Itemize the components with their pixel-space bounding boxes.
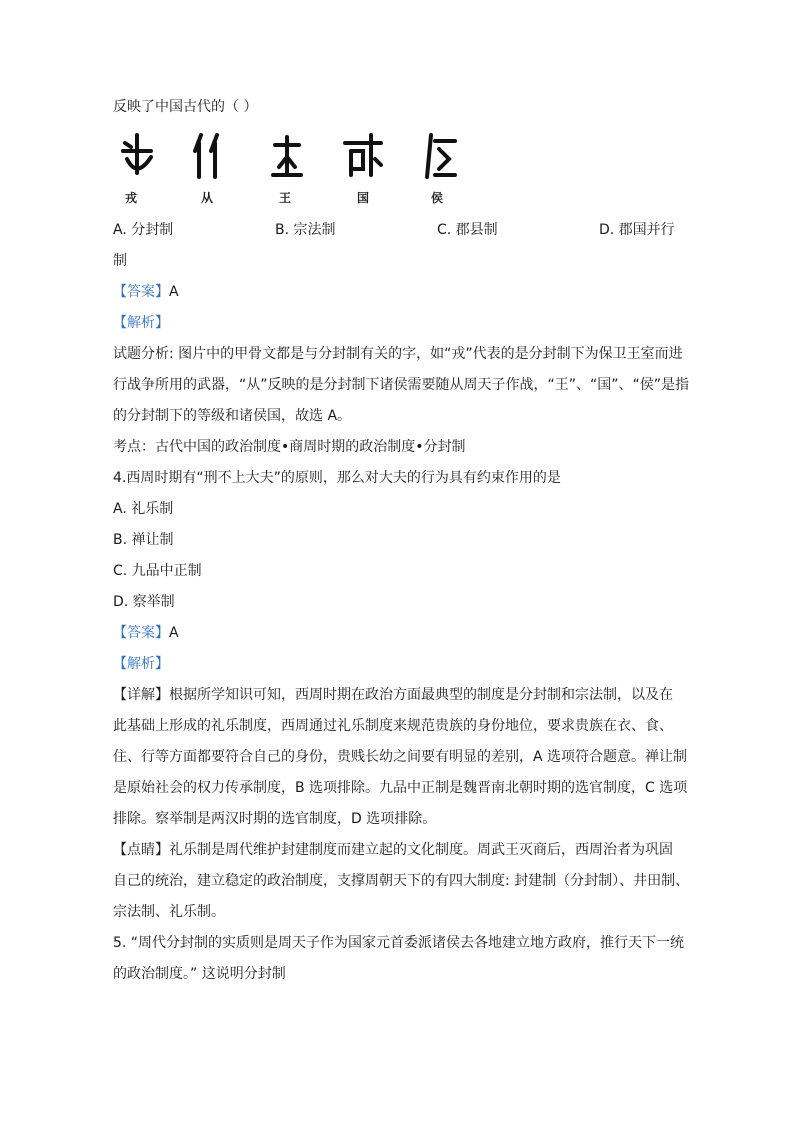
oracle-glyph-rong [117, 129, 157, 185]
q3-analysis-tag: 【解析】 [113, 315, 169, 331]
q3-analysis-line: 行战争所用的武器，“从”反映的是分封制下诸侯需要随从周天子作战，“王”、“国”、“侯”是指 [113, 377, 690, 393]
q5-stem-line: 5. “周代分封制的实质则是周天子作为国家元首委派诸侯去各地建立地方政府，推行天下一统 [113, 935, 685, 951]
q3-option-c: C. 郡县制 [437, 222, 498, 238]
oracle-bone-figure [113, 129, 681, 211]
q5-stem-line: 的政治制度。” 这说明分封制 [113, 966, 286, 982]
oracle-glyph-guo [341, 129, 385, 185]
dianjing-text: 礼乐制是周代维护封建制度而建立起的文化制度。周武王灭商后，西周治者为巩固 [169, 842, 673, 858]
q4-detail-line: 排除。察举制是两汉时期的选官制度，D 选项排除。 [113, 811, 437, 827]
q3-option-d-wrap: 制 [113, 253, 127, 269]
answer-value: A [169, 625, 179, 641]
glyph-caption-hou: 侯 [431, 191, 444, 205]
q3-stem: 反映了中国古代的（ ） [113, 99, 258, 115]
oracle-glyph-wang [267, 129, 307, 185]
answer-value: A [169, 284, 179, 300]
q4-detail-line [113, 680, 681, 711]
q4-detail-line: 住、行等方面都要符合自己的身份，贵贱长幼之间要有明显的差别，A 选项符合题意。禅让制 [113, 749, 688, 765]
glyph-caption-rong: 戎 [125, 191, 138, 205]
q3-kaodian: 考点：古代中国的政治制度•商周时期的政治制度•分封制 [113, 439, 466, 455]
q4-detail-line: 是原始社会的权力传承制度，B 选项排除。九品中正制是魏晋南北朝时期的选官制度，C 选项 [113, 780, 688, 796]
q3-analysis-line: 的分封制下的等级和诸侯国，故选 A。 [113, 408, 352, 424]
glyph-caption-wang: 王 [279, 191, 292, 205]
answer-tag: 【答案】 [113, 284, 169, 300]
q4-analysis-tag: 【解析】 [113, 656, 169, 672]
q4-dianjing-line: 宗法制、礼乐制。 [113, 904, 225, 920]
q3-option-a: A. 分封制 [113, 222, 174, 238]
q4-stem: 4.西周时期有“刑不上大夫”的原则，那么对大夫的行为具有约束作用的是 [113, 470, 561, 486]
q4-dianjing-line [113, 835, 681, 866]
q4-detail-line: 此基础上形成的礼乐制度，西周通过礼乐制度来规范贵族的身份地位，要求贵族在衣、食、 [113, 718, 673, 734]
q4-option-c: C. 九品中正制 [113, 563, 202, 579]
q4-answer [113, 618, 681, 649]
q3-options [113, 215, 681, 246]
detail-text: 根据所学知识可知，西周时期在政治方面最典型的制度是分封制和宗法制，以及在 [169, 687, 673, 703]
glyph-caption-cong: 从 [201, 191, 214, 205]
q3-option-d: D. 郡国并行 [599, 222, 675, 238]
q4-option-a: A. 礼乐制 [113, 501, 174, 517]
answer-tag: 【答案】 [113, 625, 169, 641]
oracle-glyph-cong [189, 129, 229, 185]
q4-option-d: D. 察举制 [113, 594, 175, 610]
detail-tag: 【详解】 [113, 687, 169, 703]
q4-dianjing-line: 自己的统治，建立稳定的政治制度，支撑周朝天下的有四大制度: 封建制（分封制）、井田制、 [113, 873, 690, 889]
q4-option-b: B. 禅让制 [113, 532, 174, 548]
document-page [113, 92, 690, 990]
q3-answer [113, 277, 681, 308]
q3-analysis-line: 试题分析: 图片中的甲骨文都是与分封制有关的字，如“戎”代表的是分封制下为保卫王室而进 [113, 346, 683, 362]
dianjing-tag: 【点睛】 [113, 842, 169, 858]
glyph-caption-guo: 国 [357, 191, 370, 205]
q3-option-b: B. 宗法制 [275, 222, 336, 238]
oracle-glyph-hou [421, 129, 461, 185]
